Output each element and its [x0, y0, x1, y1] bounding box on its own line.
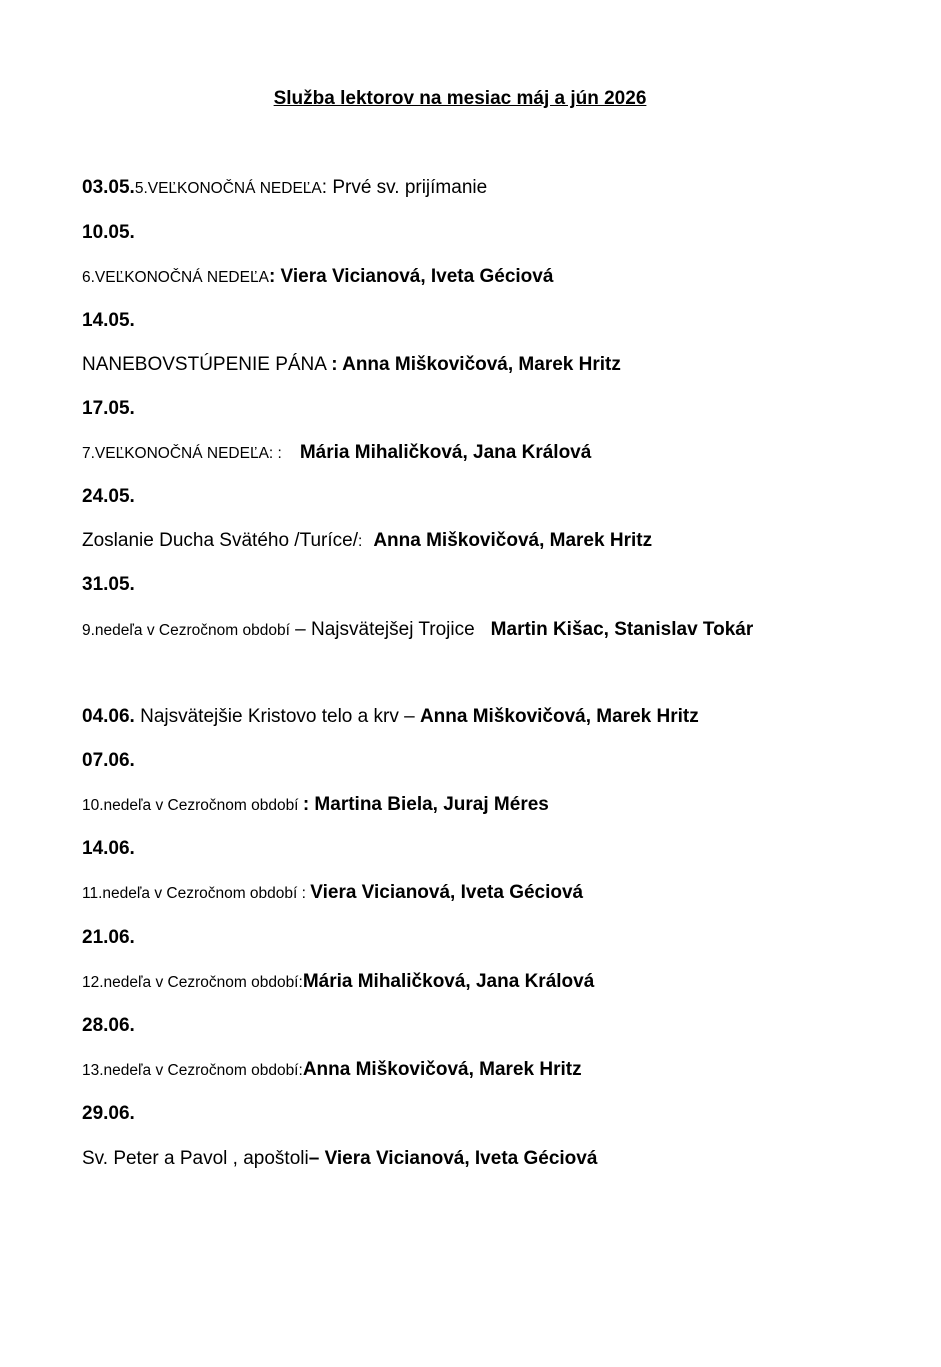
entry-occasion: 7.VEĽKONOČNÁ NEDEĽA: : — [82, 445, 282, 462]
entry-occasion: 10.nedeľa v Cezročnom období — [82, 797, 303, 814]
entry-occasion: 12.nedeľa v Cezročnom období: — [82, 974, 303, 991]
entry-separator: : — [268, 266, 281, 287]
entry-readers: Viera Vicianová, Iveta Géciová — [280, 266, 554, 287]
page-title: Služba lektorov na mesiac máj a jún 2026 — [273, 88, 647, 109]
entry-may-17 — [82, 443, 591, 462]
entry-occasion: NANEBOVSTÚPENIE PÁNA — [82, 354, 332, 375]
entry-note: – Najsvätejšej Trojice — [289, 619, 475, 640]
entry-date-jun-07: 07.06. — [82, 750, 135, 771]
entry-occasion: 6.VEĽKONOČNÁ NEDEĽA — [82, 269, 269, 286]
entry-date-jun-21: 21.06. — [82, 927, 135, 948]
entry-jun-14 — [82, 883, 583, 902]
entry-jun-21 — [82, 972, 594, 991]
entry-readers: Viera Vicianová, Iveta Géciová — [310, 882, 584, 903]
entry-may-03 — [82, 178, 487, 197]
entry-readers: : Martina Biela, Juraj Méres — [302, 794, 549, 815]
entry-date: 04.06. — [82, 706, 135, 727]
entry-readers: Mária Mihaličková, Jana Králová — [299, 442, 592, 463]
entry-separator: : — [331, 354, 343, 375]
entry-note: : Prvé sv. prijímanie — [321, 177, 488, 198]
entry-occasion: 13.nedeľa v Cezročnom období: — [82, 1062, 303, 1079]
entry-readers: Mária Mihaličková, Jana Králová — [302, 971, 595, 992]
entry-jun-28 — [82, 1060, 582, 1079]
entry-date-may-14: 14.05. — [82, 310, 135, 331]
entry-may-24 — [82, 531, 652, 550]
entry-readers: – Viera Vicianová, Iveta Géciová — [308, 1148, 598, 1169]
entry-date: 03.05. — [82, 177, 135, 198]
entry-readers: Martin Kišac, Stanislav Tokár — [490, 619, 754, 640]
entry-may-31 — [82, 620, 753, 639]
entry-date-may-24: 24.05. — [82, 486, 135, 507]
entry-jun-07 — [82, 795, 549, 814]
entry-may-10 — [82, 267, 553, 286]
entry-occasion: Sv. Peter a Pavol , apoštoli — [82, 1148, 309, 1169]
entry-separator: : — [358, 533, 363, 550]
entry-occasion: Najsvätejšie Kristovo telo a krv – — [134, 706, 420, 727]
entry-jun-29 — [82, 1149, 597, 1168]
entry-jun-04 — [82, 707, 699, 726]
entry-occasion: 9.nedeľa v Cezročnom období — [82, 622, 290, 639]
entry-may-14 — [82, 355, 621, 374]
entry-date-may-31: 31.05. — [82, 574, 135, 595]
entry-date-may-17: 17.05. — [82, 398, 135, 419]
entry-date-may-10: 10.05. — [82, 222, 135, 243]
entry-readers: Anna Miškovičová, Marek Hritz — [419, 706, 699, 727]
entry-readers: Anna Miškovičová, Marek Hritz — [342, 354, 621, 375]
entry-occasion: 11.nedeľa v Cezročnom období : — [82, 885, 311, 902]
entry-readers: Anna Miškovičová, Marek Hritz — [373, 530, 653, 551]
entry-date-jun-29: 29.06. — [82, 1103, 135, 1124]
entry-date-jun-14: 14.06. — [82, 838, 135, 859]
entry-occasion: Zoslanie Ducha Svätého /Turíce/ — [82, 530, 358, 551]
entry-date-jun-28: 28.06. — [82, 1015, 135, 1036]
entry-occasion: 5.VEĽKONOČNÁ NEDEĽA — [134, 180, 322, 197]
entry-readers: Anna Miškovičová, Marek Hritz — [302, 1059, 582, 1080]
